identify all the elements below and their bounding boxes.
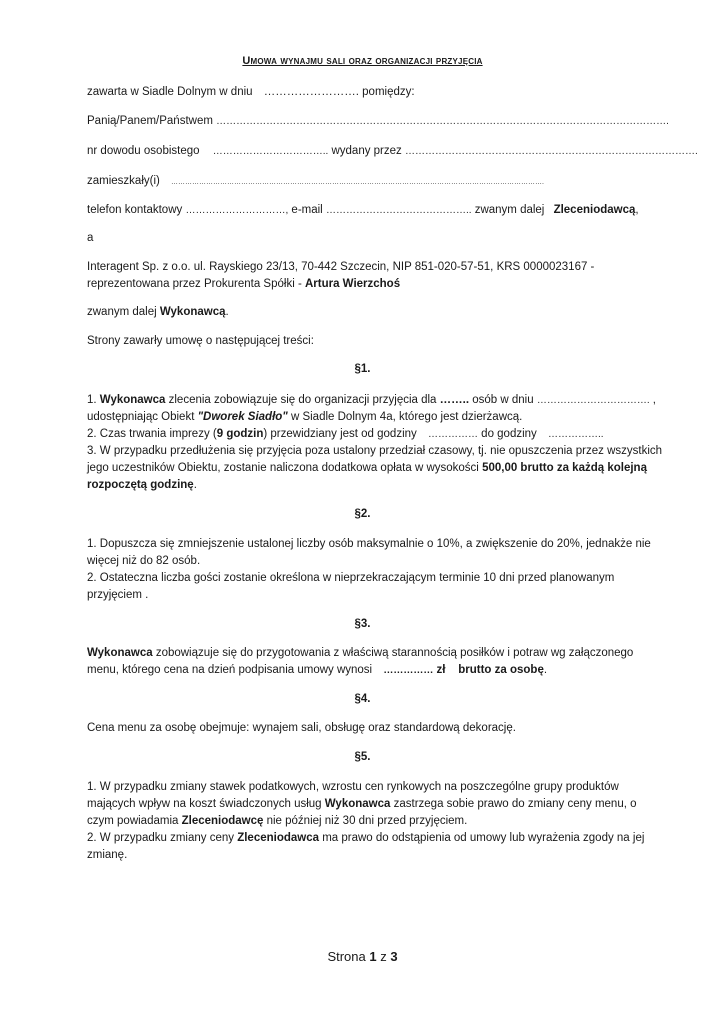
person-blank: ……………………………………………………………………………………………………………………….	[216, 116, 669, 127]
s3-line	[87, 662, 647, 679]
intro-text: zamieszkały(i)	[87, 175, 164, 187]
executor-term: Wykonawca	[324, 798, 391, 810]
intro-text: Strony zawarły umowę o następującej treści:	[87, 335, 314, 347]
s1-text: 2. Czas trwania imprezy (	[87, 428, 217, 440]
venue-name: "Dworek Siadło"	[197, 411, 288, 423]
executor-term: Wykonawca	[87, 647, 153, 659]
representative-name: Artura Wierzchoś	[304, 278, 401, 290]
executor-line	[87, 306, 229, 318]
intro-text: Panią/Panem/Państwem	[87, 115, 217, 127]
company-line: Interagent Sp. z o.o. ul. Rayskiego 23/13, 70-442 Szczecin, NIP 851-020-57-51, KRS 0000023167 -	[87, 261, 595, 273]
s5-line	[87, 796, 647, 813]
s1-line	[87, 477, 647, 494]
section-4-heading	[0, 693, 725, 705]
intro-a	[87, 232, 93, 244]
s1-text: jego uczestników Obiektu, zostanie naliczona dodatkowa opłata w wysokości	[87, 462, 483, 474]
footer-of: z	[376, 949, 391, 964]
end-time-blank: ……………..	[548, 429, 604, 440]
intro-text: .	[225, 306, 229, 318]
intro-text: ,	[635, 204, 639, 216]
company-info	[87, 259, 647, 293]
intro-text: pomiędzy:	[358, 86, 415, 98]
section-5-heading	[0, 751, 725, 763]
intro-text: a	[87, 232, 94, 244]
intro-line-person	[87, 115, 669, 127]
intro-text: zwanym dalej	[87, 306, 160, 318]
s2-line: więcej niż do 82 osób.	[87, 555, 201, 567]
section-5-body	[87, 779, 647, 864]
s5-text: 2. W przypadku zmiany ceny	[87, 832, 238, 844]
s5-text: mających wpływ na koszt świadczonych usług	[87, 798, 325, 810]
guests-blank: ……..	[439, 394, 470, 406]
issuer-blank: …………………………………………………………………………….	[404, 146, 698, 157]
surcharge-amount: 500,00 brutto za każdą kolejną	[482, 462, 647, 474]
intro-line-address	[87, 175, 544, 187]
s1-text: zlecenia zobowiązuje się do organizacji przyjęcia dla	[165, 394, 440, 406]
s2-line: 2. Ostateczna liczba gości zostanie określona w nieprzekraczającym terminie 10 dni przed planowanym	[87, 572, 615, 584]
section-4-body	[87, 722, 516, 734]
s1-text: osób w dniu	[469, 394, 537, 406]
intro-text: telefon kontaktowy	[87, 204, 186, 216]
section-1-heading	[0, 363, 725, 375]
page-number: 1	[369, 949, 377, 964]
s1-line	[87, 409, 647, 426]
s1-text: ) przewidziany jest od godziny	[263, 428, 420, 440]
s1-line: 3. W przypadku przedłużenia się przyjęcia poza ustalony przedział czasowy, tj. nie opuszczenia przez wszystkich	[87, 445, 663, 457]
s3-text: zobowiązuje się do przygotowania z właściwą starannością posiłków i potraw wg załączonego	[152, 647, 634, 659]
title-text: Umowa wynajmu sali oraz organizacji przyjęcia	[242, 55, 483, 67]
s4-text: Cena menu za osobę obejmuje: wynajem sali, obsługę oraz standardową dekorację.	[87, 722, 516, 734]
s1-text: .	[193, 479, 197, 491]
s5-text: ma prawo do odstąpienia od umowy lub wyrażenia zgody na jej	[319, 832, 645, 844]
s1-line	[87, 392, 656, 409]
section-1-body	[87, 392, 663, 494]
section-2-heading	[0, 508, 725, 520]
s5-text: zastrzega sobie prawo do zmiany ceny menu, o	[390, 798, 637, 810]
heading-text: §5.	[354, 751, 371, 763]
email-blank: ……………………………………..	[325, 205, 472, 216]
event-date-blank: …………………………….	[536, 395, 650, 406]
section-3-body	[87, 645, 647, 679]
heading-text: §1.	[354, 363, 371, 375]
intro-text: zwanym dalej	[471, 204, 548, 216]
s5-text: nie później niż 30 dni przed przyjęciem.	[263, 815, 468, 827]
s2-line: 1. Dopuszcza się zmniejszenie ustalonej liczby osób maksymalnie o 10%, a zwiększenie do 20%, jednakże nie	[87, 538, 651, 550]
intro-text: nr dowodu osobistego	[87, 145, 203, 157]
intro-text: zawarta w Siadle Dolnym w dniu	[87, 86, 256, 98]
company-representative	[87, 276, 647, 293]
executor-term: Wykonawcą	[159, 306, 226, 318]
s3-line	[87, 645, 647, 662]
s5-text: czym powiadamia	[87, 815, 182, 827]
s5-line: 1. W przypadku zmiany stawek podatkowych, wzrostu cen rynkowych na poszczególne grupy produktów	[87, 781, 619, 793]
executor-term: Wykonawca	[99, 394, 166, 406]
company-line: reprezentowana przez Prokurenta Spółki -	[87, 278, 305, 290]
id-number-blank: ……………………………..	[212, 146, 329, 157]
section-3-heading	[0, 618, 725, 630]
section-2-body	[87, 536, 651, 604]
start-time-blank: ……………	[427, 429, 478, 440]
duration-value: 9 godzin	[216, 428, 264, 440]
s3-text: .	[543, 664, 548, 676]
date-blank: …………………….	[263, 86, 359, 98]
intro-line-date	[87, 86, 415, 98]
page-total: 3	[390, 949, 398, 964]
intro-line-id	[87, 145, 698, 157]
intro-text: e-mail	[288, 204, 326, 216]
s5-line	[87, 830, 647, 847]
s1-text: w Siadle Dolnym 4a, którego jest dzierżawcą.	[287, 411, 523, 423]
s2-line: przyjęciem .	[87, 589, 149, 601]
s5-line: zmianę.	[87, 849, 128, 861]
s5-line	[87, 813, 647, 830]
phone-blank: …………………………,	[185, 205, 289, 216]
s1-text: ,	[649, 394, 656, 406]
heading-text: §3.	[354, 618, 371, 630]
footer-label: Strona	[327, 949, 370, 964]
s1-line	[87, 460, 647, 477]
heading-text: §4.	[354, 693, 371, 705]
s1-text: udostępniając Obiekt	[87, 411, 198, 423]
page-footer	[0, 949, 725, 964]
address-blank: …………………………………………………………………………………………………………………………………………….	[171, 179, 544, 186]
parties-line	[87, 335, 314, 347]
s1-text: do godziny	[477, 428, 540, 440]
price-unit: zł brutto za osobę	[433, 664, 544, 676]
heading-text: §2.	[354, 508, 371, 520]
client-term: Zleceniodawcę	[181, 815, 264, 827]
client-term: Zleceniodawca	[237, 832, 320, 844]
document-title	[0, 55, 725, 67]
price-blank: ……………	[383, 665, 434, 676]
intro-line-contact	[87, 204, 639, 216]
client-term: Zleceniodawcą	[553, 204, 636, 216]
s3-text: menu, którego cena na dzień podpisania umowy wynosi	[87, 664, 376, 676]
surcharge-amount: rozpoczętą godzinę	[87, 479, 194, 491]
intro-text: wydany przez	[328, 145, 405, 157]
s1-line	[87, 426, 647, 443]
s1-text: 1.	[87, 394, 100, 406]
